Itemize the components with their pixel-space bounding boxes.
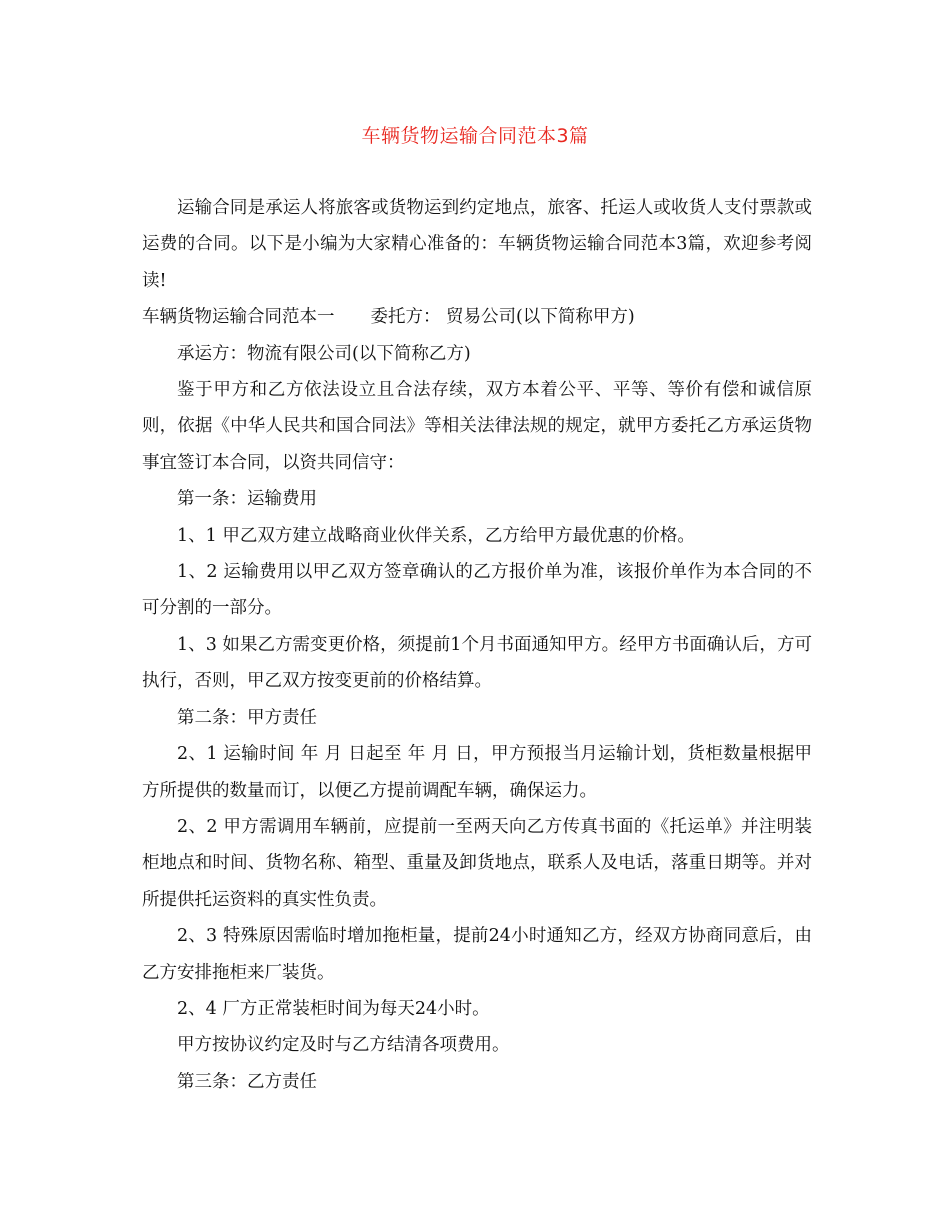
document-body (142, 190, 812, 1100)
preamble-paragraph: 鉴于甲方和乙方依法设立且合法存续，双方本着公平、平等、等价有偿和诚信原则，依据《中华人民共和国合同法》等相关法律法规的规定，就甲方委托乙方承运货物事宜签订本合同，以资共同信守： (142, 380, 812, 473)
clause-1-3: 1、3 如果乙方需变更价格，须提前1个月书面通知甲方。经甲方书面确认后，方可执行，否则，甲乙双方按变更前的价格结算。 (142, 634, 812, 692)
clause-2-3: 2、3 特殊原因需临时增加拖柜量，提前24小时通知乙方，经双方协商同意后，由乙方安排拖柜来厂装货。 (142, 926, 812, 983)
settlement-paragraph: 甲方按协议约定及时与乙方结清各项费用。 (177, 1035, 510, 1056)
clause-2-2: 2、2 甲方需调用车辆前，应提前一至两天向乙方传真书面的《托运单》并注明装柜地点和时间、货物名称、箱型、重量及卸货地点，联系人及电话，落重日期等。并对所提供托运资料的真实性负责。 (142, 816, 812, 910)
carrier-line: 承运方：物流有限公司(以下简称乙方) (177, 343, 471, 364)
clause-2-4: 2、4 厂方正常装柜时间为每天24小时。 (177, 998, 490, 1019)
clause-1-2: 1、2 运输费用以甲乙双方签章确认的乙方报价单为准，该报价单作为本合同的不可分割的一部分。 (142, 562, 812, 619)
article3-heading: 第三条：乙方责任 (177, 1071, 317, 1092)
clause-2-1: 2、1 运输时间 年 月 日起至 年 月 日，甲方预报当月运输计划，货柜数量根据甲方所提供的数量而订，以便乙方提前调配车辆，确保运力。 (142, 744, 812, 801)
intro-paragraph: 运输合同是承运人将旅客或货物运到约定地点，旅客、托运人或收货人支付票款或运费的合同。以下是小编为大家精心准备的：车辆货物运输合同范本3篇，欢迎参考阅读! (142, 198, 812, 291)
clause-1-1: 1、1 甲乙双方建立战略商业伙伴关系，乙方给甲方最优惠的价格。 (177, 525, 695, 546)
client-line: 委托方： 贸易公司(以下简称甲方) (370, 307, 635, 328)
section1-heading: 车辆货物运输合同范本一 (142, 307, 335, 328)
document-title: 车辆货物运输合同范本3篇 (361, 125, 589, 147)
article2-heading: 第二条：甲方责任 (177, 707, 317, 728)
section-heading-line (142, 299, 812, 335)
article1-heading: 第一条：运输费用 (177, 489, 317, 510)
